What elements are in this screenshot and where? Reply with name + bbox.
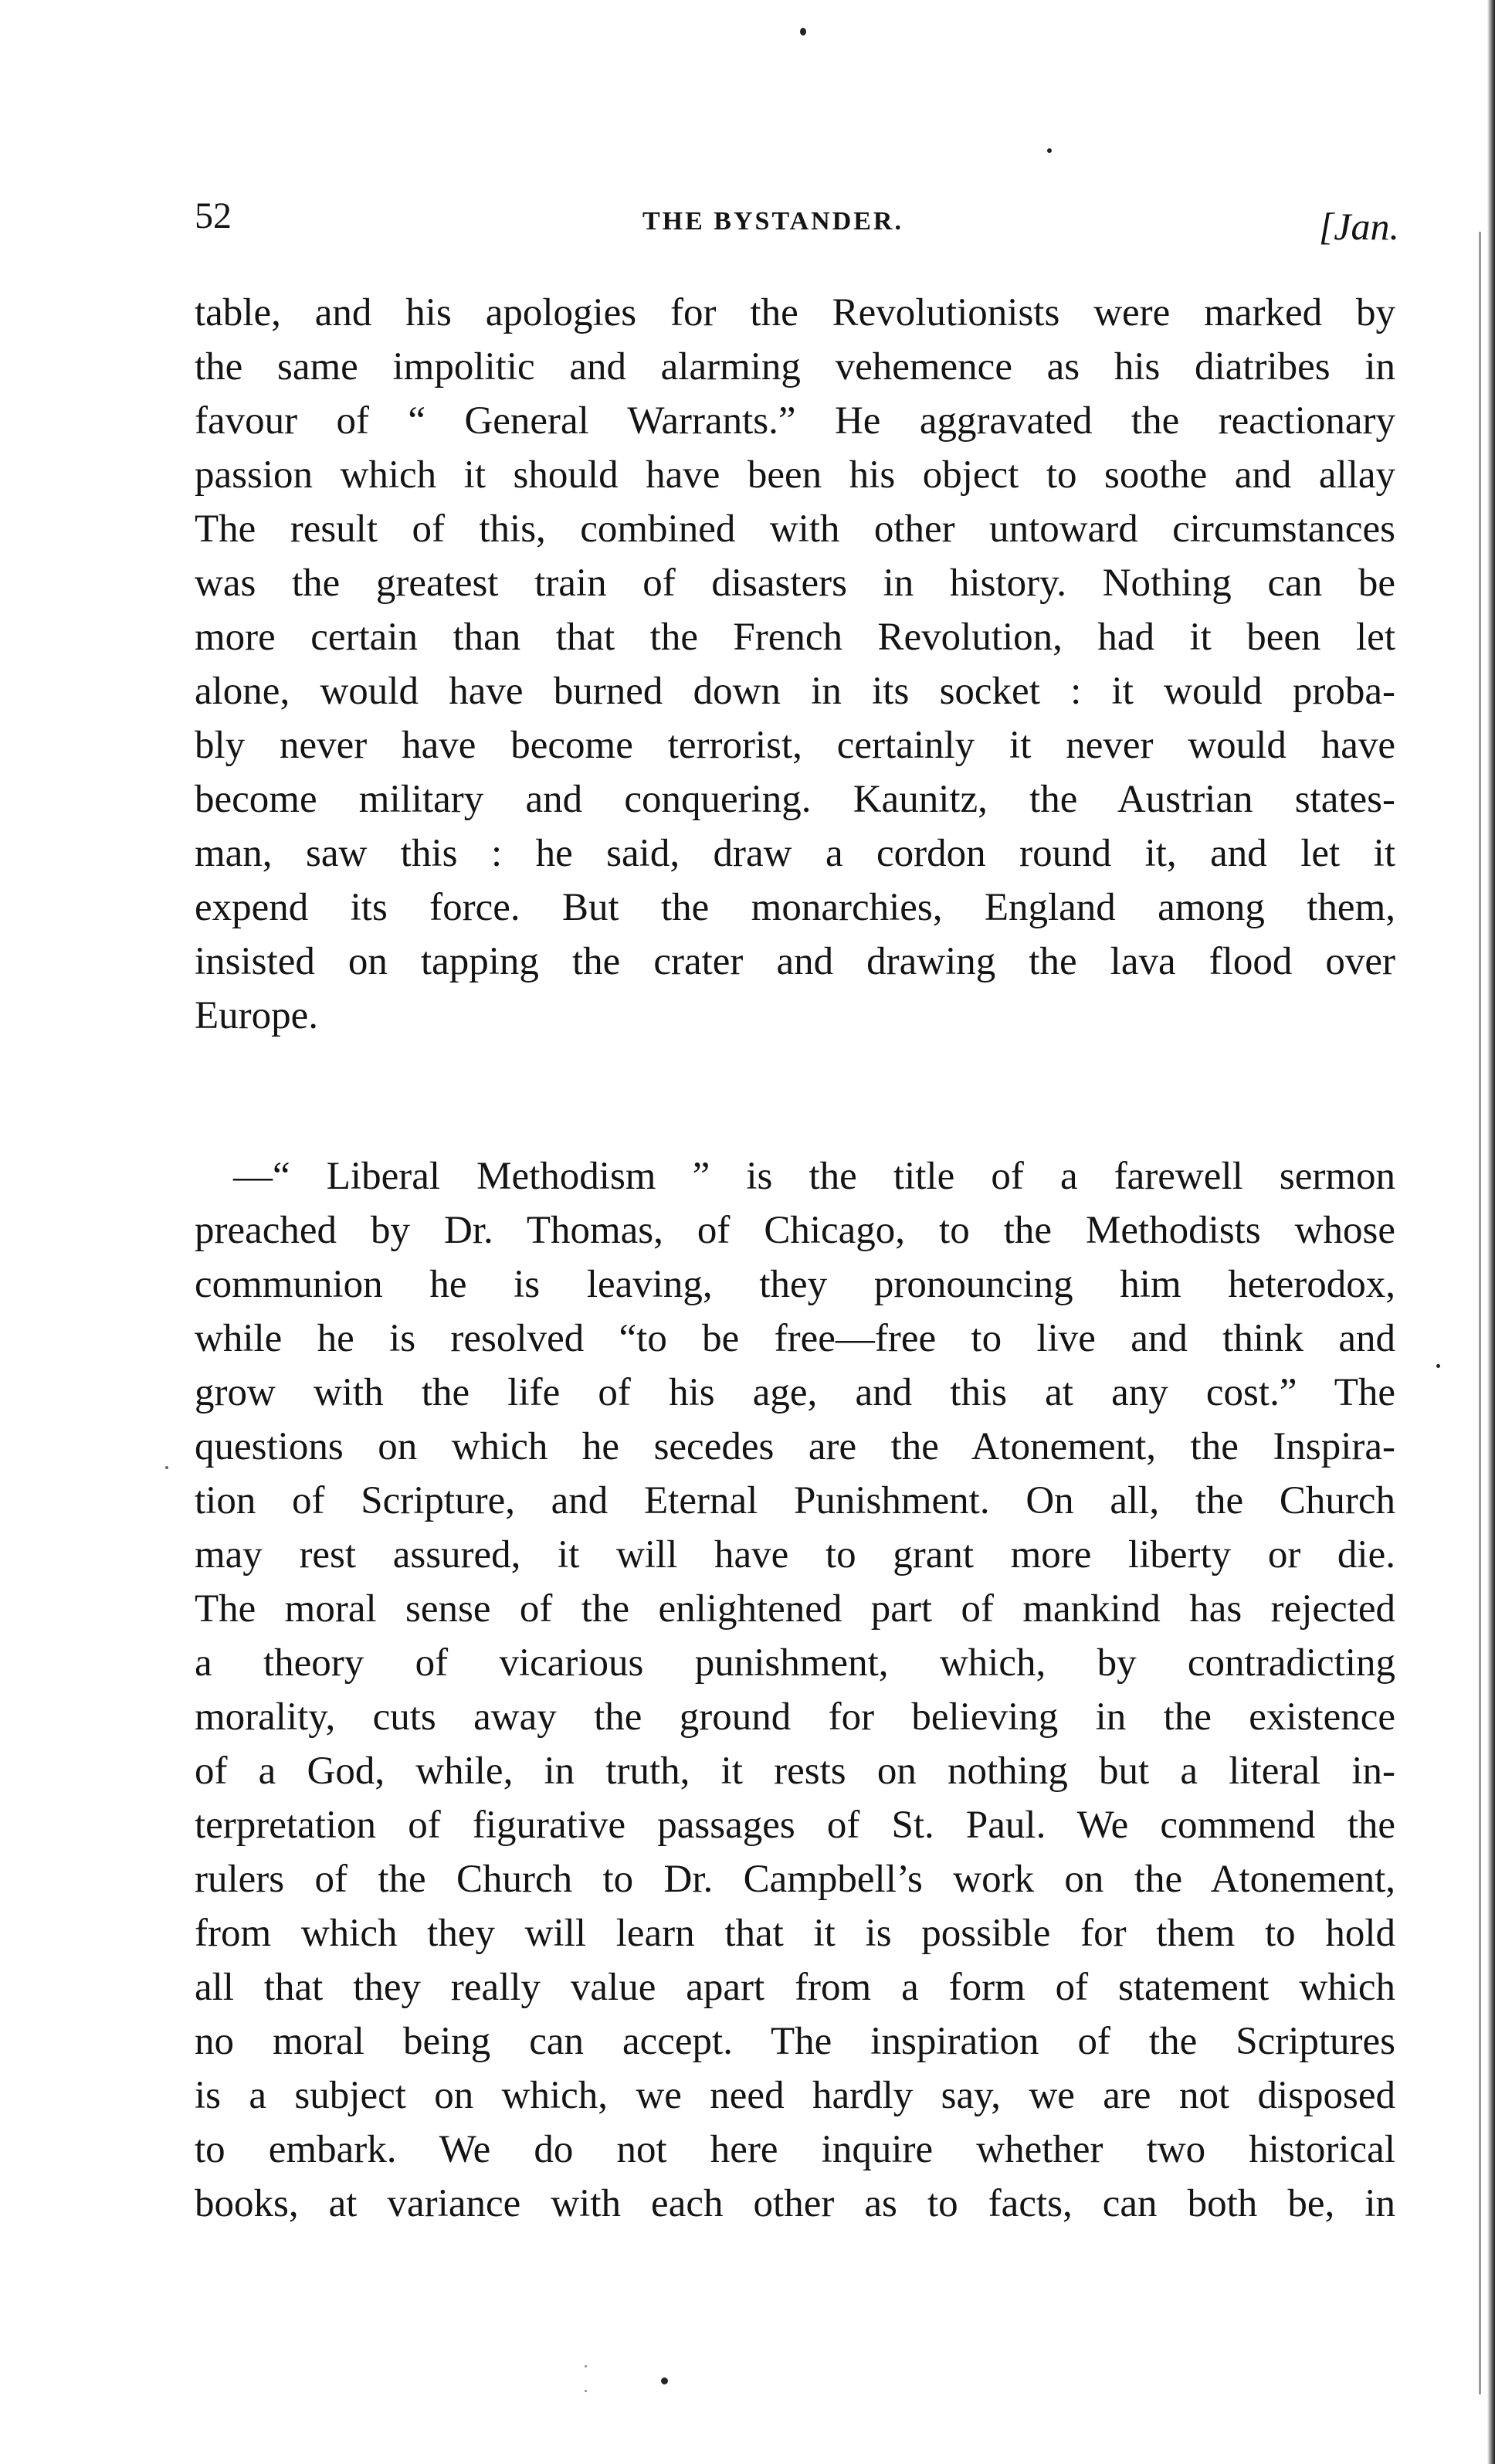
text-line: may rest assured, it will have to grant more liberty or die. (195, 1533, 1395, 1576)
text-line: communion he is leaving, they pronouncing him heterodox, (195, 1263, 1395, 1306)
text-line: table, and his apologies for the Revolutionists were marked by (195, 291, 1395, 334)
page-binding-edge (1487, 0, 1495, 2464)
page-edge-line (1479, 232, 1481, 2394)
ink-speck (585, 2365, 587, 2367)
text-line: to embark. We do not here inquire whether two historical (195, 2128, 1395, 2171)
text-line: a theory of vicarious punishment, which, by contradicting (195, 1641, 1395, 1685)
text-line: rulers of the Church to Dr. Campbell’s work on the Atonement, (195, 1858, 1395, 1901)
text-line: while he is resolved “to be free—free to live and think and (195, 1317, 1395, 1360)
text-line: morality, cuts away the ground for believing in the existence (195, 1695, 1395, 1739)
page-header (195, 185, 1399, 255)
ink-speck (800, 28, 806, 36)
text-line: favour of “ General Warrants.” He aggravated the reactionary (195, 399, 1395, 443)
text-line: alone, would have burned down in its socket : it would proba- (195, 670, 1395, 713)
text-line: preached by Dr. Thomas, of Chicago, to the Methodists whose (195, 1209, 1395, 1252)
paragraph-liberal-methodism (195, 1149, 1395, 2231)
text-line: The result of this, combined with other untoward circumstances (195, 507, 1395, 551)
text-line: is a subject on which, we need hardly say, we are not disposed (195, 2074, 1395, 2117)
ink-speck (585, 2390, 587, 2392)
text-line: books, at variance with each other as to facts, can both be, in (195, 2182, 1395, 2225)
text-line: no moral being can accept. The inspiration of the Scriptures (195, 2020, 1395, 2063)
text-line: terpretation of figurative passages of St. Paul. We commend the (195, 1804, 1395, 1847)
text-line: bly never have become terrorist, certainly it never would have (195, 724, 1395, 767)
text-line: insisted on tapping the crater and drawing the lava flood over (195, 940, 1395, 983)
text-line: from which they will learn that it is possible for them to hold (195, 1912, 1395, 1955)
text-line: questions on which he secedes are the Atonement, the Inspira- (195, 1425, 1395, 1468)
text-line: become military and conquering. Kaunitz, the Austrian states- (195, 778, 1395, 821)
text-line: the same impolitic and alarming vehemence as his diatribes in (195, 345, 1395, 389)
text-line: man, saw this : he said, draw a cordon round it, and let it (195, 832, 1395, 875)
text-line: —“ Liberal Methodism ” is the title of a farewell sermon (233, 1155, 1395, 1198)
text-line: grow with the life of his age, and this at any cost.” The (195, 1371, 1395, 1414)
running-date: [Jan. (1318, 205, 1399, 248)
text-line: expend its force. But the monarchies, England among them, (195, 886, 1395, 929)
text-line: Europe. (195, 994, 319, 1037)
text-line: The moral sense of the enlightened part of mankind has rejected (195, 1587, 1395, 1631)
text-line: all that they really value apart from a form of statement which (195, 1966, 1395, 2009)
text-line: was the greatest train of disasters in history. Nothing can be (195, 562, 1395, 605)
text-line: more certain than that the French Revolution, had it been let (195, 616, 1395, 659)
paragraph-revolution (195, 286, 1395, 1043)
text-line: of a God, while, in truth, it rests on nothing but a literal in- (195, 1750, 1395, 1793)
ink-speck (1047, 148, 1052, 153)
running-title: THE BYSTANDER. (642, 207, 903, 236)
ink-speck (165, 1466, 168, 1469)
ink-speck (661, 2377, 668, 2384)
text-line: tion of Scripture, and Eternal Punishment. On all, the Church (195, 1479, 1395, 1522)
ink-speck (1436, 1364, 1440, 1368)
text-line: passion which it should have been his object to soothe and allay (195, 453, 1395, 497)
page-number: 52 (195, 195, 232, 236)
